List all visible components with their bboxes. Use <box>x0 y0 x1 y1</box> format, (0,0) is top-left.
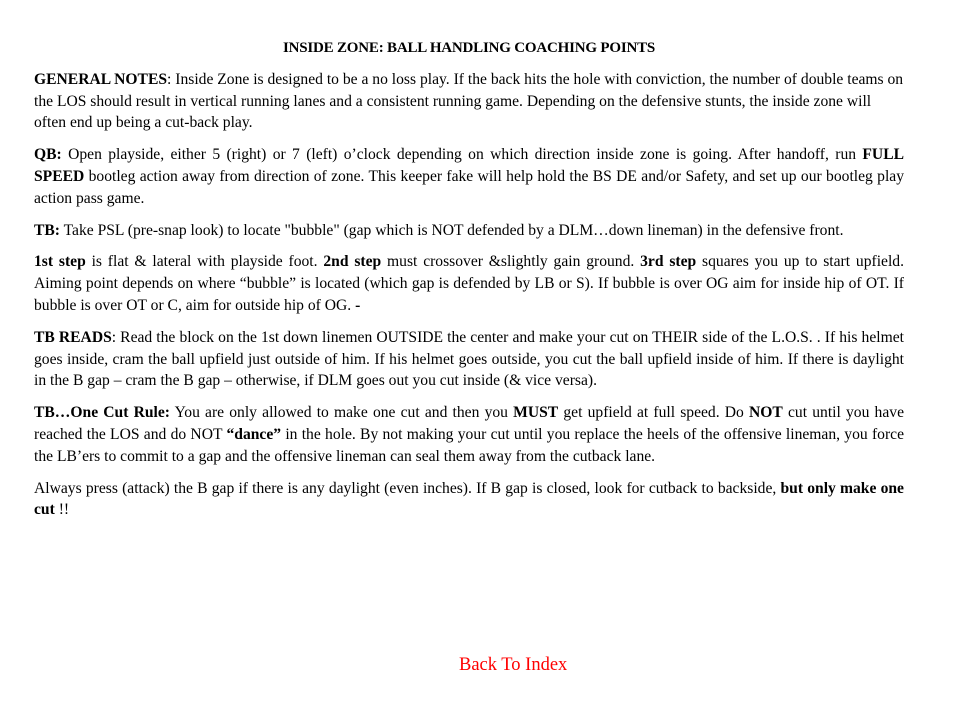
tb-paragraph <box>34 220 904 242</box>
qb-label: QB: <box>34 146 62 164</box>
always-press-bold: but only make one cut <box>34 479 904 519</box>
one-cut-rule-label: TB…One Cut Rule: <box>34 404 170 422</box>
steps-tail: - <box>351 296 361 314</box>
page-title: INSIDE ZONE: BALL HANDLING COACHING POINTS <box>282 40 656 56</box>
one-cut-text-4: in the hole. By not making your cut until you replace the heels of the offensive lineman, you force the LB’ers to commit to a gap and the offensive lineman can seal them away from the cutback lane. <box>34 425 904 465</box>
always-press-text: Always press (attack) the B gap if there is any daylight (even inches). If B gap is closed, look for cutback to backside, <box>34 479 781 497</box>
one-cut-text-2: get upfield at full speed. Do <box>558 404 750 422</box>
always-press-paragraph <box>34 478 904 522</box>
coaching-points-document <box>34 38 904 531</box>
tb-reads-text: : Read the block on the 1st down linemen OUTSIDE the center and make your cut on THEIR side of the L.O.S. . If his helmet goes inside, cram the ball upfield just outside of him. If his helmet goes outside, you cut the ball upfield inside of him. If there is daylight in the B gap – cram the B gap – otherwise, if DLM goes out you cut inside (& vice versa). <box>34 328 904 390</box>
steps-paragraph <box>34 251 904 316</box>
general-notes-paragraph <box>34 69 904 134</box>
qb-text-2: bootleg action away from direction of zone. This keeper fake will help hold the BS DE and/or Safety, and set up our bootleg play action pass game. <box>34 167 904 207</box>
one-cut-must: MUST <box>513 404 559 422</box>
tb-reads-label: TB READS <box>34 328 112 346</box>
one-cut-dance: “dance” <box>226 425 282 443</box>
tb-reads-paragraph <box>34 327 904 392</box>
step-3-label: 3rd step <box>640 253 697 271</box>
general-notes-text: : Inside Zone is designed to be a no loss play. If the back hits the hole with conviction, the number of double teams on the LOS should result in vertical running lanes and a consistent running game. Depending on the defensive stunts, the inside zone will often end up being a cut-back play. <box>34 70 904 132</box>
one-cut-text-1: You are only allowed to make one cut and then you <box>169 404 514 422</box>
qb-full-speed: FULL SPEED <box>34 146 904 185</box>
step-1-text: is flat & lateral with playside foot. <box>85 253 324 271</box>
qb-text-1: Open playside, either 5 (right) or 7 (left) o’clock depending on which direction inside zone is going. After handoff, run <box>61 146 863 164</box>
qb-paragraph <box>34 144 904 209</box>
general-notes-label: GENERAL NOTES <box>34 70 168 88</box>
one-cut-rule-paragraph <box>34 402 904 467</box>
step-3-text: squares you up to start upfield. Aiming point depends on where “bubble” is located (which gap is defended by LB or S). If bubble is over OG aim for inside hip of OT. If bubble is over OT or C, aim for outside hip of OG. <box>34 253 904 314</box>
one-cut-text-3: cut until you have reached the LOS and do NOT <box>34 404 904 443</box>
step-1-label: 1st step <box>34 253 86 271</box>
tb-text: Take PSL (pre-snap look) to locate "bubble" (gap which is NOT defended by a DLM…down lineman) in the defensive front. <box>60 221 844 239</box>
back-to-index-link[interactable]: Back To Index <box>459 655 568 675</box>
step-2-text: must crossover &slightly gain ground. <box>381 253 641 271</box>
tb-label: TB: <box>34 221 60 239</box>
one-cut-not: NOT <box>749 404 783 422</box>
step-2-label: 2nd step <box>323 253 382 271</box>
always-press-tail: !! <box>54 501 70 519</box>
